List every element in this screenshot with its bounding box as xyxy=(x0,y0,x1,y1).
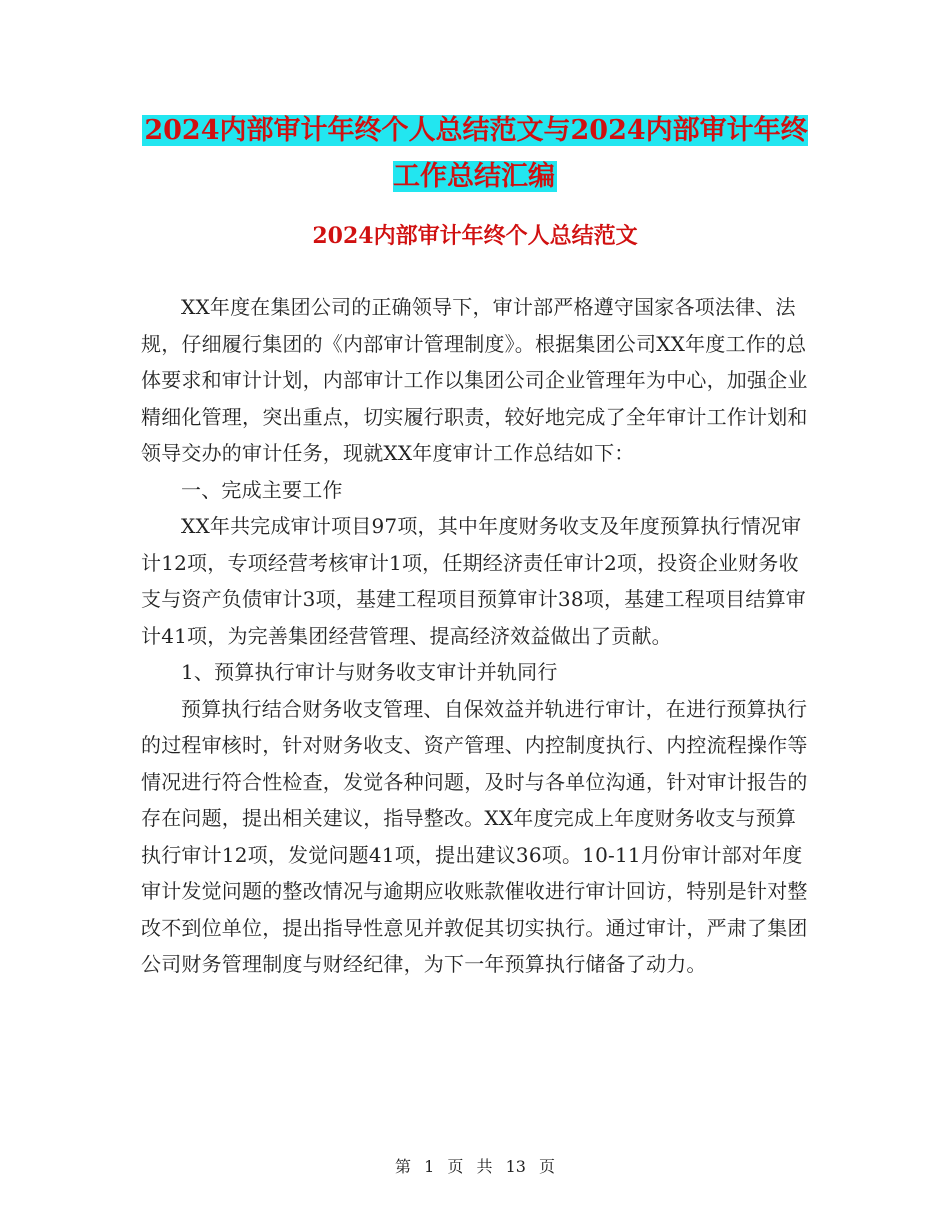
total-pages: 13 xyxy=(505,1157,526,1176)
document-title-text: 2024内部审计年终个人总结范文与2024内部审计年终工作总结汇编 xyxy=(144,115,808,192)
paragraph: XX年度在集团公司的正确领导下，审计部严格遵守国家各项法律、法规，仔细履行集团的《内部审计管理制度》。根据集团公司XX年度工作的总体要求和审计计划，内部审计工作以集团公司企业管理年为中心，加强企业精细化管理，突出重点，切实履行职责，较好地完成了全年审计工作计划和领导交办的审计任务，现就XX年度审计工作总结如下： xyxy=(141,295,808,465)
footer-total-word: 共 xyxy=(476,1157,493,1176)
document-title xyxy=(140,108,810,200)
footer-page-word: 页 xyxy=(447,1157,464,1176)
paragraph: XX年共完成审计项目97项，其中年度财务收支及年度预算执行情况审计12项，专项经营考核审计1项，任期经济责任审计2项，投资企业财务收支与资产负债审计3项，基建工程项目预算审计38项，基建工程项目结算审计41项，为完善集团经营管理、提高经济效益做出了贡献。 xyxy=(141,514,806,648)
page-footer xyxy=(0,1154,950,1177)
footer-prefix: 第 xyxy=(394,1157,411,1176)
paragraph-heading: 1、预算执行审计与财务收支审计并轨同行 xyxy=(181,660,558,684)
footer-suffix: 页 xyxy=(539,1157,556,1176)
current-page-number: 1 xyxy=(424,1157,435,1176)
paragraph: 预算执行结合财务收支管理、自保效益并轨进行审计，在进行预算执行的过程审核时，针对财务收支、资产管理、内控制度执行、内控流程操作等情况进行符合性检查，发觉各种问题，及时与各单位沟通，针对审计报告的存在问题，提出相关建议，指导整改。XX年度完成上年度财务收支与预算执行审计12项，发觉问题41项，提出建议36项。10-11月份审计部对年度审计发觉问题的整改情况与逾期应收账款催收进行审计回访，特别是针对整改不到位单位，提出指导性意见并敦促其切实执行。通过审计，严肃了集团公司财务管理制度与财经纪律，为下一年预算执行储备了动力。 xyxy=(141,696,808,976)
section-title: 2024内部审计年终个人总结范文 xyxy=(312,223,638,249)
paragraph-heading: 一、完成主要工作 xyxy=(181,477,343,502)
document-body xyxy=(141,289,813,983)
